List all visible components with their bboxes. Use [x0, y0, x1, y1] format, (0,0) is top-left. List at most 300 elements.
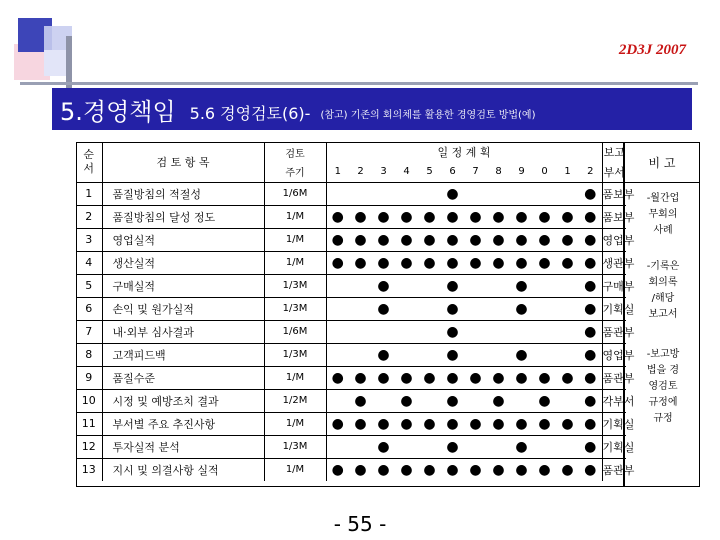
scheduled-dot: ●	[377, 461, 390, 478]
scheduled-dot: ●	[423, 415, 436, 432]
month-cell	[510, 297, 533, 320]
review-schedule-table	[76, 142, 635, 481]
scheduled-dot: ●	[492, 208, 505, 225]
page-number: - 55 -	[333, 512, 387, 536]
month-cell	[326, 412, 349, 435]
review-cycle: 1/6M	[264, 320, 326, 343]
review-cycle: 1/M	[264, 251, 326, 274]
scheduled-dot: ●	[446, 231, 459, 248]
scheduled-dot: ●	[561, 369, 574, 386]
scheduled-dot: ●	[400, 231, 413, 248]
month-cell	[464, 389, 487, 412]
month-cell	[372, 412, 395, 435]
month-header: 5	[426, 166, 433, 178]
review-item: 시정 및 예방조치 결과	[102, 389, 264, 412]
month-cell	[556, 251, 579, 274]
month-cell	[510, 251, 533, 274]
row-number: 10	[76, 389, 102, 412]
month-cell	[395, 297, 418, 320]
scheduled-dot: ●	[400, 461, 413, 478]
month-cell	[533, 366, 556, 389]
scheduled-dot: ●	[515, 254, 528, 271]
month-cell	[326, 320, 349, 343]
month-cell	[533, 343, 556, 366]
month-cell	[487, 320, 510, 343]
month-cell	[579, 251, 602, 274]
scheduled-dot: ●	[515, 438, 528, 455]
row-number: 3	[76, 228, 102, 251]
month-cell	[395, 320, 418, 343]
table-row	[76, 343, 626, 366]
report-dept: 품보부	[602, 205, 626, 228]
report-dept: 영업부	[602, 228, 626, 251]
scheduled-dot: ●	[446, 346, 459, 363]
review-item: 내·외부 심사결과	[102, 320, 264, 343]
row-number: 2	[76, 205, 102, 228]
month-cell	[556, 228, 579, 251]
month-cell	[533, 251, 556, 274]
month-cell	[441, 274, 464, 297]
review-cycle: 1/M	[264, 412, 326, 435]
scheduled-dot: ●	[561, 208, 574, 225]
month-cell	[418, 205, 441, 228]
scheduled-dot: ●	[446, 277, 459, 294]
month-cell	[533, 297, 556, 320]
month-cell	[487, 366, 510, 389]
month-cell	[372, 228, 395, 251]
month-cell	[395, 458, 418, 481]
month-cell	[464, 458, 487, 481]
review-item: 생산실적	[102, 251, 264, 274]
report-dept: 기획실	[602, 412, 626, 435]
scheduled-dot: ●	[377, 346, 390, 363]
scheduled-dot: ●	[538, 369, 551, 386]
scheduled-dot: ●	[354, 208, 367, 225]
header-cycle-top: 검토	[264, 142, 326, 162]
month-cell	[395, 343, 418, 366]
month-cell	[533, 435, 556, 458]
review-item: 구매실적	[102, 274, 264, 297]
scheduled-dot: ●	[377, 277, 390, 294]
month-cell	[441, 320, 464, 343]
decor-vertical-bar	[66, 36, 72, 88]
month-cell	[349, 205, 372, 228]
month-cell	[533, 182, 556, 205]
scheduled-dot: ●	[446, 323, 459, 340]
month-cell	[395, 435, 418, 458]
month-cell	[464, 251, 487, 274]
month-cell	[349, 251, 372, 274]
scheduled-dot: ●	[331, 254, 344, 271]
review-cycle: 1/3M	[264, 435, 326, 458]
month-cell	[510, 228, 533, 251]
month-cell	[441, 412, 464, 435]
month-cell	[464, 366, 487, 389]
scheduled-dot: ●	[400, 254, 413, 271]
scheduled-dot: ●	[561, 461, 574, 478]
month-cell	[533, 458, 556, 481]
month-cell	[372, 251, 395, 274]
row-number: 6	[76, 297, 102, 320]
scheduled-dot: ●	[469, 415, 482, 432]
month-cell	[556, 297, 579, 320]
month-cell	[579, 435, 602, 458]
month-cell	[326, 343, 349, 366]
row-number: 9	[76, 366, 102, 389]
month-cell	[372, 435, 395, 458]
scheduled-dot: ●	[400, 369, 413, 386]
scheduled-dot: ●	[377, 300, 390, 317]
scheduled-dot: ●	[377, 208, 390, 225]
table-row	[76, 274, 626, 297]
scheduled-dot: ●	[354, 461, 367, 478]
month-cell	[487, 389, 510, 412]
scheduled-dot: ●	[492, 392, 505, 409]
month-cell	[464, 228, 487, 251]
remark-note: -월간업 무회의 사례	[646, 193, 680, 236]
month-cell	[487, 435, 510, 458]
scheduled-dot: ●	[446, 392, 459, 409]
month-cell	[464, 343, 487, 366]
scheduled-dot: ●	[515, 369, 528, 386]
row-number: 1	[76, 182, 102, 205]
month-cell	[556, 389, 579, 412]
month-cell	[533, 412, 556, 435]
scheduled-dot: ●	[561, 254, 574, 271]
table-row	[76, 366, 626, 389]
month-header: 4	[403, 166, 410, 178]
month-cell	[372, 389, 395, 412]
scheduled-dot: ●	[331, 208, 344, 225]
remarks-column	[624, 142, 700, 487]
table-row	[76, 228, 626, 251]
review-cycle: 1/M	[264, 366, 326, 389]
report-dept: 품관부	[602, 458, 626, 481]
review-cycle: 1/M	[264, 228, 326, 251]
scheduled-dot: ●	[515, 277, 528, 294]
header-item: 검 토 항 목	[156, 155, 210, 169]
month-cell	[556, 458, 579, 481]
month-cell	[487, 205, 510, 228]
month-cell	[395, 182, 418, 205]
month-cell	[395, 228, 418, 251]
scheduled-dot: ●	[538, 231, 551, 248]
month-cell	[487, 274, 510, 297]
month-cell	[579, 182, 602, 205]
month-cell	[326, 274, 349, 297]
row-number: 8	[76, 343, 102, 366]
decor-square-pale-lower	[44, 50, 68, 76]
scheduled-dot: ●	[584, 392, 597, 409]
month-cell	[441, 228, 464, 251]
month-cell	[372, 205, 395, 228]
month-cell	[579, 343, 602, 366]
review-cycle: 1/3M	[264, 274, 326, 297]
month-cell	[349, 274, 372, 297]
scheduled-dot: ●	[331, 415, 344, 432]
scheduled-dot: ●	[515, 231, 528, 248]
month-cell	[487, 458, 510, 481]
scheduled-dot: ●	[423, 254, 436, 271]
scheduled-dot: ●	[331, 369, 344, 386]
scheduled-dot: ●	[331, 231, 344, 248]
month-header: 1	[334, 166, 341, 178]
scheduled-dot: ●	[377, 369, 390, 386]
scheduled-dot: ●	[377, 254, 390, 271]
month-cell	[441, 251, 464, 274]
month-cell	[418, 274, 441, 297]
month-cell	[556, 412, 579, 435]
table-row	[76, 251, 626, 274]
month-cell	[510, 320, 533, 343]
month-cell	[556, 366, 579, 389]
row-number: 4	[76, 251, 102, 274]
row-number: 7	[76, 320, 102, 343]
month-cell	[418, 182, 441, 205]
scheduled-dot: ●	[584, 208, 597, 225]
scheduled-dot: ●	[354, 369, 367, 386]
review-cycle: 1/3M	[264, 297, 326, 320]
report-dept: 품관부	[602, 320, 626, 343]
scheduled-dot: ●	[354, 415, 367, 432]
scheduled-dot: ●	[400, 208, 413, 225]
month-header: 0	[541, 166, 548, 178]
header-dept-top: 보고	[602, 142, 626, 162]
month-cell	[349, 297, 372, 320]
table-row	[76, 297, 626, 320]
month-cell	[487, 228, 510, 251]
month-cell	[372, 274, 395, 297]
scheduled-dot: ●	[469, 369, 482, 386]
table-row	[76, 412, 626, 435]
scheduled-dot: ●	[492, 369, 505, 386]
report-dept: 기획실	[602, 435, 626, 458]
scheduled-dot: ●	[354, 254, 367, 271]
review-item: 손익 및 원가실적	[102, 297, 264, 320]
month-cell	[395, 366, 418, 389]
month-cell	[579, 458, 602, 481]
month-cell	[349, 320, 372, 343]
section-title: 5.6 경영검토(6)-	[189, 104, 311, 123]
month-cell	[418, 297, 441, 320]
scheduled-dot: ●	[515, 300, 528, 317]
scheduled-dot: ●	[354, 231, 367, 248]
month-cell	[556, 205, 579, 228]
scheduled-dot: ●	[423, 461, 436, 478]
scheduled-dot: ●	[492, 231, 505, 248]
month-cell	[395, 412, 418, 435]
report-dept: 품보부	[602, 182, 626, 205]
review-item: 고객피드백	[102, 343, 264, 366]
review-cycle: 1/6M	[264, 182, 326, 205]
scheduled-dot: ●	[446, 185, 459, 202]
header-remark: 비 고	[625, 143, 699, 183]
scheduled-dot: ●	[515, 346, 528, 363]
month-cell	[372, 320, 395, 343]
month-header: 2	[357, 166, 364, 178]
month-cell	[510, 182, 533, 205]
month-cell	[326, 435, 349, 458]
month-cell	[349, 458, 372, 481]
month-cell	[418, 343, 441, 366]
scheduled-dot: ●	[584, 185, 597, 202]
month-cell	[556, 274, 579, 297]
month-cell	[464, 435, 487, 458]
month-cell	[533, 205, 556, 228]
review-cycle: 1/M	[264, 458, 326, 481]
review-item: 부서별 주요 추진사항	[102, 412, 264, 435]
month-cell	[510, 274, 533, 297]
month-cell	[556, 343, 579, 366]
month-cell	[487, 343, 510, 366]
scheduled-dot: ●	[446, 369, 459, 386]
month-cell	[579, 297, 602, 320]
table-row	[76, 435, 626, 458]
review-item: 영업실적	[102, 228, 264, 251]
month-cell	[395, 389, 418, 412]
month-cell	[556, 320, 579, 343]
scheduled-dot: ●	[423, 231, 436, 248]
month-cell	[441, 435, 464, 458]
month-cell	[441, 182, 464, 205]
month-cell	[326, 366, 349, 389]
month-cell	[418, 366, 441, 389]
month-header: 1	[564, 166, 571, 178]
month-cell	[326, 458, 349, 481]
scheduled-dot: ●	[538, 415, 551, 432]
month-cell	[579, 412, 602, 435]
month-cell	[349, 228, 372, 251]
month-cell	[441, 297, 464, 320]
review-cycle: 1/M	[264, 205, 326, 228]
month-cell	[418, 320, 441, 343]
month-cell	[441, 205, 464, 228]
month-cell	[464, 412, 487, 435]
month-cell	[326, 182, 349, 205]
report-dept: 기획실	[602, 297, 626, 320]
report-dept: 각부서	[602, 389, 626, 412]
review-item: 투자실적 분석	[102, 435, 264, 458]
month-cell	[418, 251, 441, 274]
month-cell	[372, 366, 395, 389]
month-cell	[533, 389, 556, 412]
month-cell	[349, 435, 372, 458]
scheduled-dot: ●	[538, 254, 551, 271]
scheduled-dot: ●	[446, 300, 459, 317]
scheduled-dot: ●	[584, 415, 597, 432]
month-cell	[579, 205, 602, 228]
month-cell	[418, 435, 441, 458]
table-row	[76, 205, 626, 228]
row-number: 5	[76, 274, 102, 297]
month-cell	[372, 343, 395, 366]
review-item: 품질방침의 달성 정도	[102, 205, 264, 228]
month-cell	[418, 228, 441, 251]
month-cell	[326, 297, 349, 320]
scheduled-dot: ●	[584, 254, 597, 271]
scheduled-dot: ●	[584, 231, 597, 248]
scheduled-dot: ●	[377, 231, 390, 248]
month-cell	[533, 228, 556, 251]
month-cell	[372, 297, 395, 320]
month-cell	[372, 182, 395, 205]
month-cell	[510, 435, 533, 458]
month-cell	[579, 320, 602, 343]
scheduled-dot: ●	[446, 461, 459, 478]
report-dept: 구매부	[602, 274, 626, 297]
month-cell	[510, 458, 533, 481]
month-cell	[441, 366, 464, 389]
table-row	[76, 389, 626, 412]
month-cell	[349, 366, 372, 389]
month-cell	[533, 274, 556, 297]
month-cell	[441, 343, 464, 366]
month-cell	[510, 343, 533, 366]
month-cell	[464, 205, 487, 228]
title-bar	[52, 88, 692, 130]
month-cell	[510, 205, 533, 228]
scheduled-dot: ●	[538, 461, 551, 478]
scheduled-dot: ●	[584, 300, 597, 317]
month-cell	[395, 274, 418, 297]
remark-note: -기록은 회의록 /해당 보고서	[646, 261, 680, 320]
scheduled-dot: ●	[515, 461, 528, 478]
month-cell	[487, 412, 510, 435]
month-header: 9	[518, 166, 525, 178]
report-dept: 품관부	[602, 366, 626, 389]
scheduled-dot: ●	[492, 461, 505, 478]
scheduled-dot: ●	[561, 415, 574, 432]
scheduled-dot: ●	[492, 254, 505, 271]
scheduled-dot: ●	[377, 415, 390, 432]
month-cell	[441, 389, 464, 412]
document-code: 2D3J 2007	[618, 42, 686, 58]
month-cell	[326, 389, 349, 412]
month-header: 8	[495, 166, 502, 178]
scheduled-dot: ●	[331, 461, 344, 478]
month-cell	[533, 320, 556, 343]
month-cell	[579, 389, 602, 412]
month-cell	[579, 366, 602, 389]
scheduled-dot: ●	[469, 461, 482, 478]
month-cell	[510, 389, 533, 412]
page-title: 5.경영책임	[60, 98, 176, 126]
review-item: 지시 및 의결사항 실적	[102, 458, 264, 481]
scheduled-dot: ●	[469, 231, 482, 248]
month-header: 3	[380, 166, 387, 178]
scheduled-dot: ●	[377, 438, 390, 455]
scheduled-dot: ●	[354, 392, 367, 409]
scheduled-dot: ●	[584, 277, 597, 294]
month-cell	[556, 182, 579, 205]
month-cell	[556, 435, 579, 458]
review-item: 품질수준	[102, 366, 264, 389]
scheduled-dot: ●	[515, 208, 528, 225]
month-cell	[418, 458, 441, 481]
month-cell	[349, 182, 372, 205]
scheduled-dot: ●	[469, 254, 482, 271]
scheduled-dot: ●	[446, 415, 459, 432]
scheduled-dot: ●	[584, 346, 597, 363]
month-cell	[326, 228, 349, 251]
month-cell	[487, 182, 510, 205]
month-cell	[349, 343, 372, 366]
report-dept: 영업부	[602, 343, 626, 366]
report-dept: 생관부	[602, 251, 626, 274]
header-rule	[20, 82, 698, 85]
scheduled-dot: ●	[538, 208, 551, 225]
scheduled-dot: ●	[584, 461, 597, 478]
